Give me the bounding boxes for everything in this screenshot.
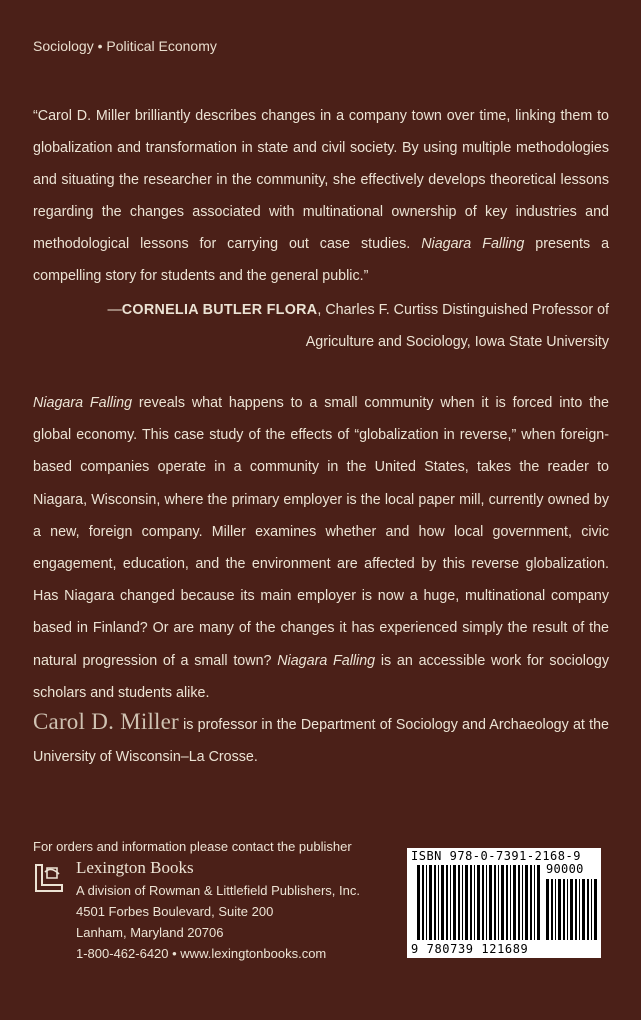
publisher-address-1: 4501 Forbes Boulevard, Suite 200 [76,904,274,919]
orders-note: For orders and information please contact the publisher [33,839,352,854]
quote-text-start: “Carol D. Miller brilliantly describes changes in a company town over time, linking them to globalization and transformation in state and civil society. By using multiple methodologies and situating the researcher in the community, she effectively develops theoretical lessons regarding the changes associated with multinational ownership of key industries and methodological lessons for carrying out case studies. [33,108,609,252]
isbn-text: ISBN 978-0-7391-2168-9 [411,849,581,863]
review-quote [33,100,609,292]
publisher-lines [76,858,360,964]
publisher-contact: 1-800-462-6420 • www.lexingtonbooks.com [76,946,327,961]
book-description [33,387,609,709]
description-book-title-2: Niagara Falling [277,652,376,669]
reviewer-title-line2: Agriculture and Sociology, Iowa State University [305,334,609,350]
lexington-logo-icon [33,862,65,894]
author-name: Carol D. Miller [33,709,179,734]
publisher-address-2: Lanham, Maryland 20706 [76,925,224,940]
isbn-barcode [407,848,601,958]
quote-book-title: Niagara Falling [421,236,525,252]
attribution-dash: — [107,302,122,318]
price-code: 90000 [546,862,584,876]
quote-attribution [33,294,609,358]
description-book-title: Niagara Falling [33,395,133,411]
publisher-info [33,838,393,976]
category-label: Sociology • Political Economy [33,38,217,54]
author-bio-text: is professor in the Department of Sociology and Archaeology at the University of Wisconsin–La Crosse. [33,717,609,765]
author-bio [33,706,609,773]
description-text-end: is an accessible work for sociology scholars and students alike. [33,652,609,701]
reviewer-title-line1: , Charles F. Curtiss Distinguished Professor of [317,302,609,318]
quote-text-end: presents a compelling story for students and the general public.” [33,236,610,284]
description-text-start: reveals what happens to a small community when it is forced into the global economy. This case study of the effects of “globalization in reverse,” when foreign-based companies operate in a community in the United States, takes the reader to Niagara, Wisconsin, where the primary employer is the local paper mill, currently owned by a new, foreign company. Miller examines whether and how local government, civic engagement, education, and the environment are affected by this reverse globalization. Has Niagara changed because its main employer is now a huge, multinational company based in Finland? Or are many of the changes it has experienced simply the result of the natural progression of a small town? [33,395,610,669]
publisher-name: Lexington Books [76,858,194,877]
publisher-division: A division of Rowman & Littlefield Publishers, Inc. [76,883,360,898]
publisher-block [33,858,393,976]
barcode-digits: 9 780739 121689 [411,942,529,956]
reviewer-name: CORNELIA BUTLER FLORA [121,302,318,318]
